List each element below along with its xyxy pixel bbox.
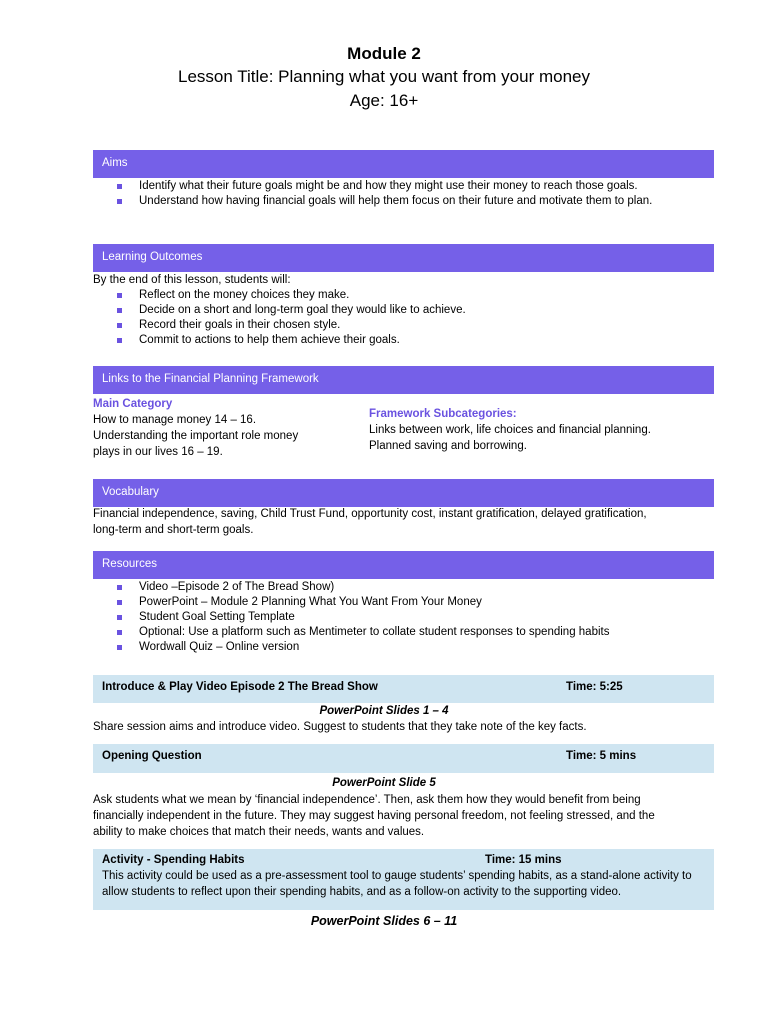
list-item: Optional: Use a platform such as Mentimeter to collate student responses to spending habits: [93, 625, 714, 640]
subcategory-line: Links between work, life choices and financial planning.: [369, 424, 651, 436]
aims-list: [93, 179, 714, 209]
opening-section-time: Time: 5 mins: [566, 750, 637, 762]
outcomes-intro: By the end of this lesson, students will:: [93, 274, 291, 286]
outcomes-list: [93, 288, 714, 348]
main-category-line: Understanding the important role money: [93, 430, 299, 442]
opening-section-text: Ask students what we mean by ‘financial independence’. Then, ask them how they would benefit from being financially independent in the future. They may suggest having personal freedom, not feeling stressed, and the ability to make choices that match their needs, wants and values.: [93, 794, 655, 838]
aims-heading: Aims: [93, 150, 714, 178]
video-section-title: Introduce & Play Video Episode 2 The Bread Show: [102, 681, 378, 693]
resources-list: [93, 580, 714, 655]
activity-section-box: [93, 849, 714, 910]
list-item: Decide on a short and long-term goal they would like to achieve.: [93, 303, 714, 318]
age-label: Age: 16+: [349, 91, 419, 110]
vocabulary-heading: Vocabulary: [93, 479, 714, 507]
list-item: Student Goal Setting Template: [93, 610, 714, 625]
list-item: Wordwall Quiz – Online version: [93, 640, 714, 655]
opening-section-bar: [93, 744, 714, 773]
framework-main: [93, 396, 333, 460]
list-item: Identify what their future goals might be and how they might use their money to reach those goals.: [93, 179, 714, 194]
vocabulary-text: Financial independence, saving, Child Trust Fund, opportunity cost, instant gratification, delayed gratification, long-term and short-term goals.: [93, 508, 647, 536]
activity-section-time: Time: 15 mins: [485, 854, 562, 866]
list-item: Understand how having financial goals will help them focus on their future and motivate them to plan.: [93, 194, 714, 209]
outcomes-heading: Learning Outcomes: [93, 244, 714, 272]
framework-heading: Links to the Financial Planning Framework: [93, 366, 714, 394]
main-category-line: How to manage money 14 – 16.: [93, 414, 257, 426]
title-block: [0, 43, 768, 113]
subcategories-label: Framework Subcategories:: [369, 408, 517, 420]
framework-sub: [369, 406, 709, 454]
video-section-text: Share session aims and introduce video. Suggest to students that they take note of the key facts.: [93, 721, 587, 733]
list-item: Record their goals in their chosen style.: [93, 318, 714, 333]
list-item: Video –Episode 2 of The Bread Show): [93, 580, 714, 595]
video-section-time: Time: 5:25: [566, 681, 623, 693]
list-item: PowerPoint – Module 2 Planning What You Want From Your Money: [93, 595, 714, 610]
activity-section-title: Activity - Spending Habits: [102, 854, 245, 866]
video-section-bar: [93, 675, 714, 703]
list-item: Reflect on the money choices they make.: [93, 288, 714, 303]
opening-section-title: Opening Question: [102, 750, 202, 762]
main-category-line: plays in our lives 16 – 19.: [93, 446, 223, 458]
subcategory-line: Planned saving and borrowing.: [369, 440, 527, 452]
activity-slides-label: PowerPoint Slides 6 – 11: [310, 914, 458, 928]
video-slides-label: PowerPoint Slides 1 – 4: [319, 705, 449, 717]
resources-heading: Resources: [93, 551, 714, 579]
list-item: Commit to actions to help them achieve their goals.: [93, 333, 714, 348]
opening-slides-label: PowerPoint Slide 5: [332, 777, 436, 789]
module-title: Module 2: [347, 44, 421, 63]
lesson-title: Lesson Title: Planning what you want from your money: [178, 67, 590, 86]
activity-section-text: This activity could be used as a pre-assessment tool to gauge students’ spending habits, as a stand-alone activity to allow students to reflect upon their spending habits, and as a follow-on activity to the supporting video.: [102, 870, 692, 898]
main-category-label: Main Category: [93, 398, 173, 410]
